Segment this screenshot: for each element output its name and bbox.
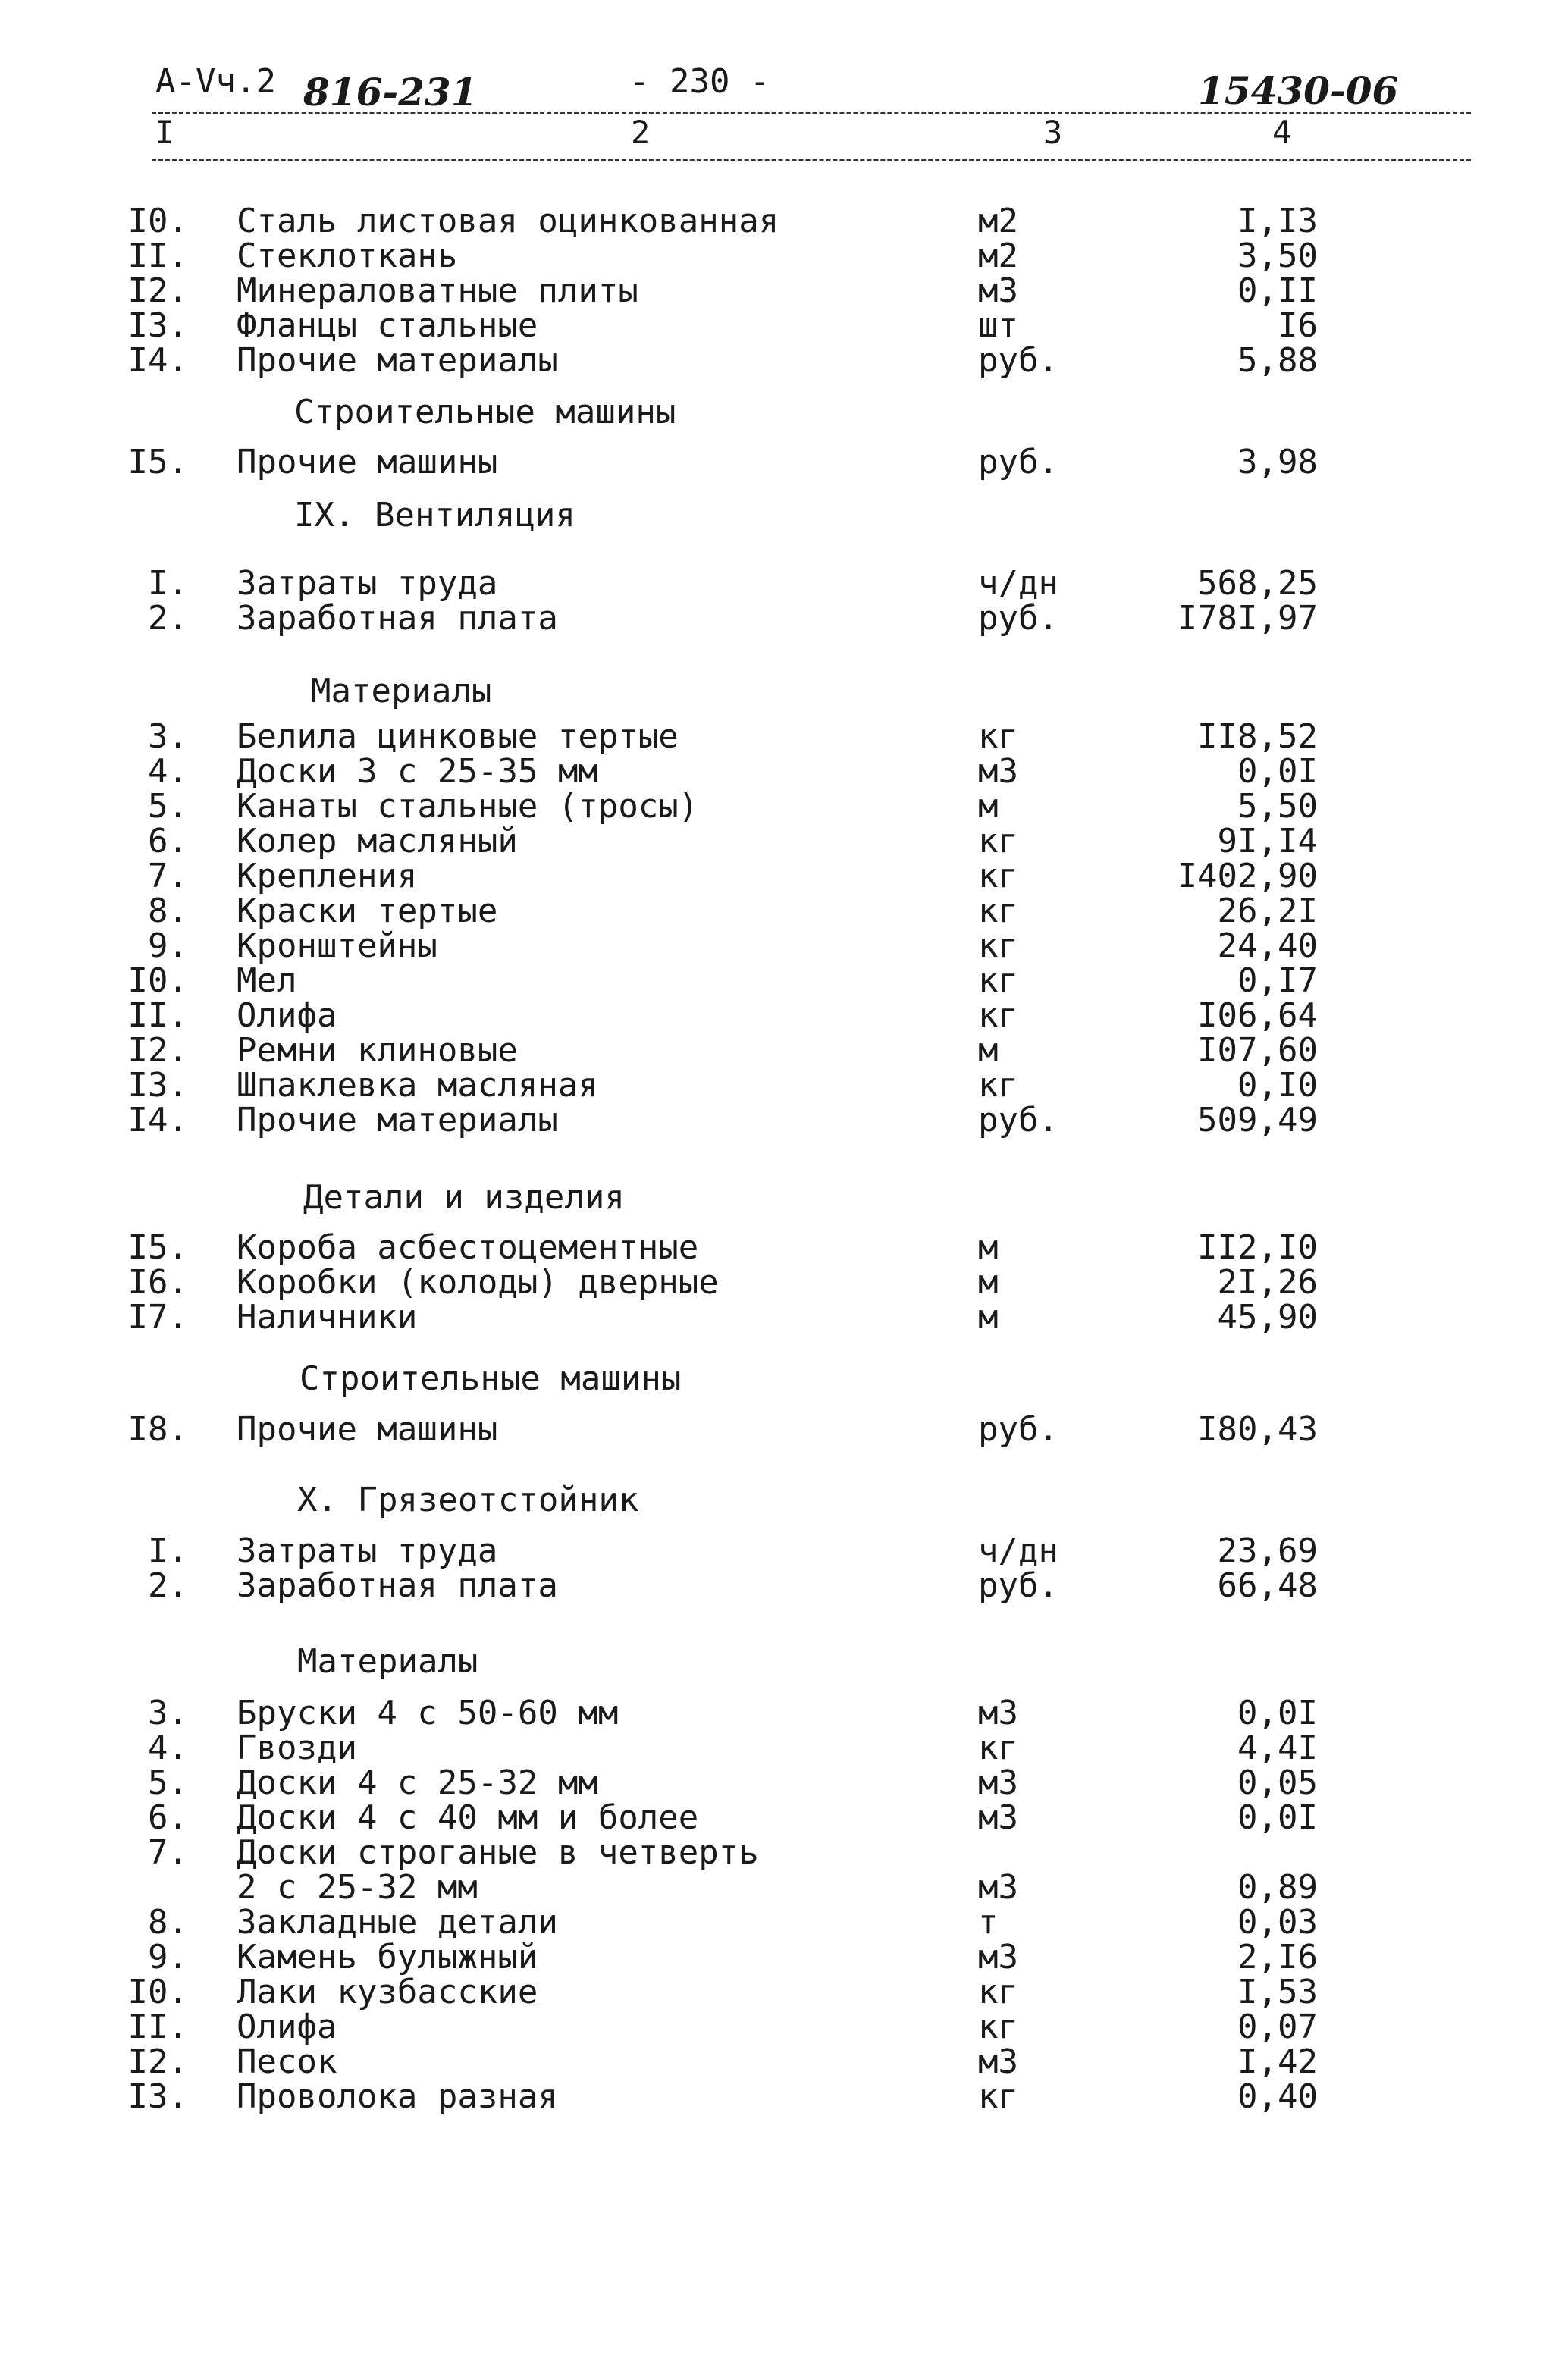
row-name: Минераловатные плиты	[237, 271, 638, 310]
row-unit: т	[978, 1903, 999, 1942]
row-name: Краски тертые	[237, 892, 498, 930]
row-unit: м3	[978, 1694, 1018, 1732]
row-number: 4.	[148, 752, 188, 791]
row-unit: ч/дн	[978, 564, 1058, 603]
row-number: I5.	[127, 1228, 188, 1267]
header-divider-bottom	[152, 159, 1471, 161]
row-number: 7.	[148, 857, 188, 895]
row-number: I8.	[127, 1410, 188, 1449]
table-row	[0, 1974, 1568, 2011]
row-number: 9.	[148, 1938, 188, 1976]
row-number: 9.	[148, 926, 188, 965]
row-value: 0,89	[1237, 1868, 1318, 1907]
row-unit: кг	[978, 1066, 1018, 1105]
row-number: I2.	[127, 271, 188, 310]
row-value: 0,40	[1237, 2077, 1318, 2116]
row-name: Стеклоткань	[237, 237, 458, 275]
row-name: Доски строганые в четверть	[237, 1833, 759, 1872]
row-unit: м	[978, 1298, 999, 1337]
row-name: Затраты труда	[237, 1531, 498, 1570]
row-name: Короба асбестоцементные	[237, 1228, 699, 1267]
row-number: I2.	[127, 2042, 188, 2081]
row-unit: кг	[978, 2077, 1018, 2116]
subheading-materials: Материалы	[297, 1642, 478, 1681]
row-value: I06,64	[1197, 996, 1318, 1035]
table-row	[0, 2009, 1568, 2045]
row-name: Кронштейны	[237, 926, 437, 965]
row-unit: шт	[978, 306, 1018, 345]
row-name: Прочие материалы	[237, 341, 558, 380]
row-number: I.	[148, 564, 188, 603]
row-value: 2I,26	[1217, 1263, 1318, 1302]
row-unit: м2	[978, 237, 1018, 275]
row-number: II.	[127, 237, 188, 275]
row-unit: м3	[978, 1868, 1018, 1907]
table-row	[0, 1067, 1568, 1104]
row-unit: м	[978, 1228, 999, 1267]
table-row	[0, 1870, 1568, 1906]
row-name: Лаки кузбасские	[237, 1973, 538, 2011]
row-value: 23,69	[1217, 1531, 1318, 1570]
row-unit: кг	[978, 2008, 1018, 2046]
row-number: 6.	[148, 1798, 188, 1837]
row-number: I6.	[127, 1263, 188, 1302]
row-number: 7.	[148, 1833, 188, 1872]
row-number: I4.	[127, 341, 188, 380]
row-value: I78I,97	[1177, 599, 1318, 638]
table-row	[0, 238, 1568, 274]
row-number: 6.	[148, 822, 188, 860]
row-name: Гвозди	[237, 1729, 357, 1767]
row-number: 3.	[148, 1694, 188, 1732]
row-value: 5,50	[1237, 787, 1318, 826]
row-number: I5.	[127, 443, 188, 481]
table-row	[0, 823, 1568, 860]
row-name: Закладные детали	[237, 1903, 558, 1942]
series-code: А-Vч.2	[155, 62, 276, 101]
row-unit: кг	[978, 961, 1018, 1000]
row-value: I,I3	[1237, 202, 1318, 240]
row-unit: кг	[978, 717, 1018, 756]
row-value: 4,4I	[1237, 1729, 1318, 1767]
table-row	[0, 719, 1568, 755]
row-unit: м3	[978, 1798, 1018, 1837]
row-name: Сталь листовая оцинкованная	[237, 202, 779, 240]
row-number: I.	[148, 1531, 188, 1570]
row-unit: кг	[978, 857, 1018, 895]
row-number: I3.	[127, 1066, 188, 1105]
table-row	[0, 444, 1568, 481]
row-unit: м	[978, 1263, 999, 1302]
row-name: 2 с 25-32 мм	[237, 1868, 478, 1907]
row-unit: м2	[978, 202, 1018, 240]
row-name: Заработная плата	[237, 599, 558, 638]
row-number: I3.	[127, 306, 188, 345]
row-unit: кг	[978, 892, 1018, 930]
table-row	[0, 1695, 1568, 1732]
row-name: Затраты труда	[237, 564, 498, 603]
row-number: 4.	[148, 1729, 188, 1767]
row-name: Крепления	[237, 857, 418, 895]
table-row	[0, 858, 1568, 895]
row-unit: руб.	[978, 443, 1058, 481]
row-name: Олифа	[237, 2008, 337, 2046]
row-unit: ч/дн	[978, 1531, 1058, 1570]
subheading-materials: Материалы	[311, 672, 492, 710]
row-number: 8.	[148, 1903, 188, 1942]
table-row	[0, 1800, 1568, 1836]
row-number: I2.	[127, 1031, 188, 1070]
row-value: 0,03	[1237, 1903, 1318, 1942]
row-value: I,53	[1237, 1973, 1318, 2011]
table-row	[0, 566, 1568, 602]
row-number: I7.	[127, 1298, 188, 1337]
table-row	[0, 1568, 1568, 1604]
row-unit: руб.	[978, 341, 1058, 380]
table-row	[0, 1730, 1568, 1766]
row-value: 0,0I	[1237, 1694, 1318, 1732]
row-unit: м3	[978, 1763, 1018, 1802]
table-row	[0, 1033, 1568, 1069]
table-row	[0, 1765, 1568, 1801]
row-number: 5.	[148, 787, 188, 826]
row-name: Доски 3 с 25-35 мм	[237, 752, 598, 791]
page-number: - 230 -	[629, 62, 770, 101]
row-name: Олифа	[237, 996, 337, 1035]
row-name: Прочие машины	[237, 443, 498, 481]
table-row	[0, 1230, 1568, 1266]
table-row	[0, 998, 1568, 1034]
column-number-1: I	[150, 114, 178, 151]
subheading-parts-and-products: Детали и изделия	[303, 1178, 625, 1217]
row-value: I80,43	[1197, 1410, 1318, 1449]
table-row	[0, 893, 1568, 929]
column-number-2: 2	[626, 114, 654, 151]
table-row	[0, 2044, 1568, 2080]
row-value: 3,50	[1237, 237, 1318, 275]
row-name: Заработная плата	[237, 1566, 558, 1605]
table-row	[0, 1102, 1568, 1139]
row-name: Мел	[237, 961, 297, 1000]
row-unit: руб.	[978, 599, 1058, 638]
row-number: 2.	[148, 1566, 188, 1605]
table-row	[0, 1412, 1568, 1448]
table-row	[0, 754, 1568, 790]
subheading-construction-machines: Строительные машины	[299, 1359, 682, 1398]
row-unit: кг	[978, 926, 1018, 965]
row-number: I0.	[127, 202, 188, 240]
row-number: 3.	[148, 717, 188, 756]
row-value: II8,52	[1197, 717, 1318, 756]
row-unit: м3	[978, 271, 1018, 310]
row-name: Камень булыжный	[237, 1938, 538, 1976]
table-row	[0, 2079, 1568, 2115]
row-value: 0,05	[1237, 1763, 1318, 1802]
column-number-4: 4	[1268, 114, 1296, 151]
row-number: II.	[127, 996, 188, 1035]
row-unit: руб.	[978, 1101, 1058, 1139]
row-name: Доски 4 с 40 мм и более	[237, 1798, 699, 1837]
row-value: 0,I0	[1237, 1066, 1318, 1105]
row-name: Ремни клиновые	[237, 1031, 518, 1070]
row-unit: м	[978, 1031, 999, 1070]
row-number: I0.	[127, 961, 188, 1000]
table-row	[0, 1533, 1568, 1569]
row-value: 26,2I	[1217, 892, 1318, 930]
row-number: I3.	[127, 2077, 188, 2116]
row-value: 0,I7	[1237, 961, 1318, 1000]
row-value: 24,40	[1217, 926, 1318, 965]
row-value: 509,49	[1197, 1101, 1318, 1139]
row-unit: кг	[978, 1729, 1018, 1767]
row-name: Наличники	[237, 1298, 418, 1337]
row-unit: руб.	[978, 1410, 1058, 1449]
row-name: Песок	[237, 2042, 337, 2081]
row-value: 0,0I	[1237, 1798, 1318, 1837]
row-number: I0.	[127, 1973, 188, 2011]
row-name: Белила цинковые тертые	[237, 717, 679, 756]
table-row	[0, 308, 1568, 344]
subheading-construction-machines: Строительные машины	[294, 393, 676, 431]
row-value: I07,60	[1197, 1031, 1318, 1070]
table-row	[0, 788, 1568, 825]
table-row	[0, 1835, 1568, 1871]
row-name: Проволока разная	[237, 2077, 558, 2116]
row-number: 2.	[148, 599, 188, 638]
section-heading-ventilation: IX. Вентиляция	[294, 496, 575, 534]
row-value: 0,0I	[1237, 752, 1318, 791]
handwritten-project-code: 816-231	[303, 70, 478, 114]
row-number: 8.	[148, 892, 188, 930]
table-row	[0, 1265, 1568, 1301]
row-name: Прочие машины	[237, 1410, 498, 1449]
row-unit: м3	[978, 2042, 1018, 2081]
row-name: Колер масляный	[237, 822, 518, 860]
section-heading-mud-settler: X. Грязеотстойник	[297, 1481, 639, 1519]
row-number: I4.	[127, 1101, 188, 1139]
handwritten-doc-number: 15430-06	[1198, 68, 1399, 113]
table-row	[0, 1904, 1568, 1941]
table-row	[0, 1939, 1568, 1976]
row-unit: кг	[978, 996, 1018, 1035]
row-value: 45,90	[1217, 1298, 1318, 1337]
row-name: Шпаклевка масляная	[237, 1066, 598, 1105]
row-value: II2,I0	[1197, 1228, 1318, 1267]
table-row	[0, 1299, 1568, 1336]
row-unit: м	[978, 787, 999, 826]
row-name: Доски 4 с 25-32 мм	[237, 1763, 598, 1802]
table-row	[0, 963, 1568, 999]
row-unit: руб.	[978, 1566, 1058, 1605]
row-name: Фланцы стальные	[237, 306, 538, 345]
row-name: Коробки (колоды) дверные	[237, 1263, 719, 1302]
row-value: 3,98	[1237, 443, 1318, 481]
row-unit: кг	[978, 822, 1018, 860]
row-value: I,42	[1237, 2042, 1318, 2081]
row-value: 0,07	[1237, 2008, 1318, 2046]
row-number: II.	[127, 2008, 188, 2046]
table-row	[0, 273, 1568, 309]
row-value: I6	[1278, 306, 1318, 345]
table-row	[0, 928, 1568, 964]
row-value: I402,90	[1177, 857, 1318, 895]
row-unit: кг	[978, 1973, 1018, 2011]
table-row	[0, 600, 1568, 637]
row-value: 2,I6	[1237, 1938, 1318, 1976]
row-value: 5,88	[1237, 341, 1318, 380]
row-value: 66,48	[1217, 1566, 1318, 1605]
row-name: Прочие материалы	[237, 1101, 558, 1139]
row-value: 9I,I4	[1217, 822, 1318, 860]
row-unit: м3	[978, 1938, 1018, 1976]
row-unit: м3	[978, 752, 1018, 791]
row-name: Бруски 4 с 50-60 мм	[237, 1694, 619, 1732]
table-row	[0, 343, 1568, 379]
row-value: 568,25	[1197, 564, 1318, 603]
row-name: Канаты стальные (тросы)	[237, 787, 699, 826]
column-number-3: 3	[1039, 114, 1067, 151]
table-row	[0, 203, 1568, 240]
row-number: 5.	[148, 1763, 188, 1802]
row-value: 0,II	[1237, 271, 1318, 310]
